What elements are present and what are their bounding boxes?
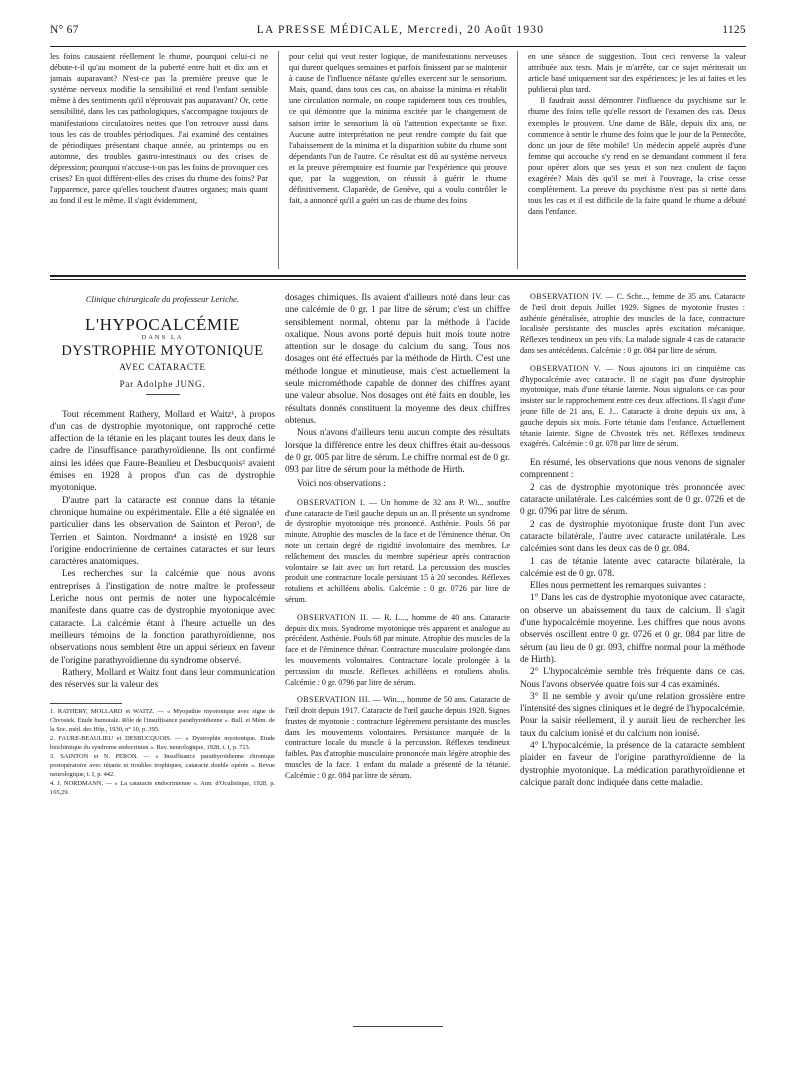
observation-text: — C. Schr..., femme de 35 ans. Cataracte de l'œil droit depuis Juillet 1929. Signes de myotonie frustes : asthénie généralisée, atrophie des muscles de la face, contracture localisée persistante des muscles après excitation mécanique. Réflexes tendineux un peu vifs. La malade signale 4 cas de cataracte dans ses antécédents. Calcémie : 0 gr. 084 par litre de sérum. — [520, 292, 745, 355]
section-rule — [50, 275, 746, 280]
author-line: Par Adolphe JUNG. — [119, 379, 206, 390]
running-head — [50, 24, 746, 42]
paragraph: les foins causaient réellement le rhume, pourquoi celui-ci ne débute-t-il qu'au moment de la puberté entre huit et dix ans et jamais auparavant? N'est-ce pas la première preuve que le système nerveux modifie la sensibilité et rend l'enfant sensible même à des sentiments qu'il n'éprouvait pas auparavant? Or, cette sensibilité, dans les cas pathologiques, s'accompagne toujours de manifestations circulatoires nettes que l'on retrouve aussi dans tous les cas de troubles périodiques. J'ai examiné des centaines de périodiques présentant chaque année, au printemps ou en automne, des troubles gastro-intestinaux ou des crises de dépression; pourquoi n'accuse-t-on pas les foins de provoquer ces crises? En quoi diffèrent-elles des crises du rhume des foins? Par l'apparence, parce qu'elles touchent d'autres organes; mais quant au fond il est le même. Il s'agit évidemment, — [50, 52, 268, 206]
paragraph: 3° Il ne semble y avoir qu'une relation grossière entre l'intensité des signes cliniques et le degré de l'hypocalcémie. Pour la saisir réellement, il y aurait lieu de rechercher les taux du calcium ionisé et du calcium non ionisé. — [520, 691, 745, 739]
observation-4 — [520, 292, 745, 357]
paragraph: Rathery, Mollard et Waitz font dans leur communication des réserves sur la valeur des — [50, 667, 275, 691]
article-title-connector: DANS LA — [141, 334, 184, 342]
top-column-1 — [50, 51, 268, 269]
top-column-2 — [289, 51, 507, 269]
paragraph: 2 cas de dystrophie myotonique très prononcée avec cataracte unilatérale. Les calcémies sont de 0 gr. 0726 et de 0 gr. 0796 par litre de sérum. — [520, 482, 745, 518]
paragraph: 2° L'hypocalcémie semble très fréquente dans ce cas. Nous l'avons observée quatre fois sur 4 cas examinés. — [520, 667, 745, 690]
article-column-2 — [285, 292, 510, 1012]
column-divider — [278, 51, 279, 269]
issue-number: N° 67 — [50, 24, 79, 36]
paragraph: Il faudrait aussi démontrer l'influence du psychisme sur le rhume des foins telle qu'elle ressort de l'examen des cas. Deux exemples le prouvent. Une dame de Bâle, depuis dix ans, ne commence à sentir le rhume des foins que le jour de la Pentecôte, donc un jour de fête mobile! Un médecin appelé auprès d'une femme qui accouche s'y rend en se demandant comment il fera pour opérer alors que ses yeux et son nez coulent de façon exagérée? Mais dès qu'il se met à l'ouvrage, la crise cesse complètement. La preuve du psychisme n'est pas si nette dans tous les cas et il est difficile de la faire quand le rhume a débuté dans l'enfance. — [528, 96, 746, 217]
column-divider — [517, 51, 518, 269]
paragraph: Tout récemment Rathery, Mollard et Waitz¹, à propos d'un cas de dystrophie myotonique, ont rapproché cette affection de la tétanie en les plaçant toutes les deux dans le cadre de l'insuffisance parathyroïdienne. Ils ont confirmé ainsi les idées que Faure-Beaulieu et Desbucquois² avaient émises en 1928 à propos d'un cas de dystrophie myotonique. — [50, 409, 275, 494]
clinic-line: Clinique chirurgicale du professeur Leriche. — [85, 294, 240, 304]
observation-text: — Win..., homme de 50 ans. Cataracte de l'œil droit depuis 1917. Cataracte de l'œil gauche depuis 1928. Signes frustes de myotonie : contracture légèrement persistante des muscles dans les mouvements volontaires. Persistance marquée de la contracture locale du muscle à la percussion. Réflexes tendineux faibles. Pas d'atrophie musculaire prononcée mais légère atrophie des muscles de la face. 1 enfant du malade a présenté de la tétanie. Calcémie : 0 gr. 084 par litre de sérum. — [285, 695, 510, 780]
observation-2 — [285, 613, 510, 689]
observation-text: — R. L..., homme de 40 ans. Cataracte depuis dix mois. Syndrome myotonique très apparent et analogue au précédent. Asthénie. Pouls 68 par minute. Atrophie des muscles de la face et de l'éminence thénar. Contracture musculaire prolongée dans les mouvements volontaires. Contracture locale prolongée à la percussion du muscle. Réflexes achilléens et rotuliens abolis. Calcémie : 0 gr. 0796 par litre de sérum. — [285, 612, 510, 687]
observation-1 — [285, 498, 510, 606]
paragraph: D'autre part la cataracte est connue dans la tétanie chronique humaine ou expérimentale. Elle a été signalée en particulier dans les observation de Sainton et Peron³, de Terrien et Sainton. Nordmann⁴ a insisté en 1928 sur l'origine endocrinienne de certaines cataractes et sur leurs caractères anatomiques. — [50, 495, 275, 568]
title-rule — [146, 394, 180, 395]
paragraph: en une séance de suggestion. Tout ceci renverse la valeur attribuée aux tests. Mais je m'arrête, car ce sujet mériterait un article basé uniquement sur des expériences; je les ai faites et les publierai plus tard. — [528, 52, 746, 95]
article-column-1 — [50, 292, 275, 1012]
paragraph: Nous n'avons d'ailleurs tenu aucun compte des résultats lorsque la différence entre les deux chiffres était au-dessous de 0 gr. 005 par litre de sérum. Le chiffre normal est de 0 gr. 093 par litre de sérum pour la méthode de Hirth. — [285, 428, 510, 476]
header-rule — [50, 46, 746, 47]
article — [50, 292, 746, 1012]
paragraph: 1° Dans les cas de dystrophie myotonique avec cataracte, on observe un abaissement du taux de calcium. Il s'agit d'une hypocalcémie moyenne. Les chiffres que nous avons observés oscillent entre 0 gr. 0726 et 0 gr. 084 par litre de sérum (au lieu de 0 gr. 093, chiffre normal pour la méthode de Hirth). — [520, 593, 745, 665]
top-column-3 — [528, 51, 746, 269]
observation-text: — Un homme de 32 ans P. Wi... souffre d'une cataracte de l'œil gauche depuis un an. Il présente un syndrome de dystrophie myotonique très prononcé. Asthénie. Pouls 56 par minute. Atrophie des muscles de la face et de l'éminence thénar. On note un certain degré de rigidité involontaire des membres. Le relâchement des muscles du membre supérieur après contraction volontaire se fait avec un fort retard. La percussion des muscles produit une contracture locale persistant 15 à 20 secondes. Réflexes rotuliens et achilléens abolis. Calcémie : 0 gr. 0726 par litre de sérum. — [285, 497, 510, 604]
paragraph: dosages chimiques. Ils avaient d'ailleurs noté dans leur cas une calcémie de 0 gr. 1 par litre de sérum; c'est un chiffre sensiblement normal, obtenu par la méthode à l'acide oxalique. Nous avons porté depuis huit mois toute notre attention sur le dosage du calcium du sang. Tous nos dosages ont été effectués par la méthode de Hirth. C'est une méthode longue et minutieuse, mais c'est actuellement la seule microméthode capable de donner des chiffres ayant une valeur absolue. Nos dosages ont été faits en double, les résultats donnés constituent la moyenne des deux chiffres obtenus. — [285, 293, 510, 426]
observation-label: OBSERVATION IV. — [530, 292, 603, 301]
paragraph: Elles nous permettent les remarques suivantes : — [530, 581, 707, 592]
footnote: 2. FAURE-BEAULIEU et DESBUCQUOIS. — « Dystrophie myotonique. Etude biochimique du syndrome endocrinien ». Rev. neurologique, 1928, t. I, p. 713. — [50, 735, 275, 751]
paragraph: pour celui qui veut rester logique, de manifestations nerveuses qui durent quelques semaines et parfois finissent par se maintenir à cause de l'influence néfaste qu'elles exercent sur le sensorium. Mais, quand, dans tous ces cas, on abaisse la minima et rétablit une circulation normale, on coupe rapidement tous ces troubles, ce qui démontre que la minima excitée par le changement de saison irrite le sensorium là où l'attention expectante se fixe. Aucune autre interprétation ne peut rendre compte du fait que l'abaissement de la minima et la disparition subite du rhume sont dépendants l'un de l'autre. Ce résultat est dû au système nerveux et la preuve péremptoire est fournie par l'expérience qui prouve que, par la suggestion, on réussit à guérir le rhume définitivement. Claparède, de Genève, qui a voulu contrôler le fait, a annoncé qu'il a guéri un cas de rhume des foins — [289, 52, 507, 206]
paragraph: Les recherches sur la calcémie que nous avons entreprises à l'instigation de notre maître le professeur Leriche nous ont permis de noter une hypocalcémie manifeste dans quatre cas de dystrophie myotonique avec cataracte. La calcémie étant à l'heure actuelle un des meilleurs témoins de la fonction parathyroïdienne, nos observations nous semblent être un appui sérieux en faveur de l'origine parathyroïdienne du syndrome observé. — [50, 569, 275, 666]
page-number: 1125 — [722, 24, 746, 36]
observation-3 — [285, 695, 510, 781]
paragraph: Voici nos observations : — [297, 479, 386, 490]
article-subtitle: DYSTROPHIE MYOTONIQUE — [61, 343, 264, 360]
footnote: 1. RATHERY, MOLLARD et WAITZ. — « Myopathie myotonique avec signe de Chvostek. Etude humorale. Rôle de l'insuffisance parathyroïdienne ». Bull. et Mém. de la Soc. méd. des Hôp., 1930, n° 10, p. 395. — [50, 708, 275, 733]
observation-5 — [520, 364, 745, 450]
paragraph: 1 cas de tétanie latente avec cataracte bilatérale, la calcémie est de 0 gr. 078. — [520, 556, 745, 579]
article-column-3 — [520, 292, 745, 1012]
journal-page — [50, 24, 746, 1064]
article-title: L'HYPOCALCÉMIE — [84, 315, 241, 335]
top-continuation — [50, 51, 746, 269]
paragraph: 4° L'hypocalcémie, la présence de la cataracte semblent plaider en faveur de l'origine parathyroïdienne de la dystrophie myotonique. La médication parathyroïdienne et calcique paraît donc indiquée dans cette maladie. — [520, 740, 745, 788]
observation-text: — Nous ajoutons ici un cinquième cas d'hypocalcémie avec cataracte. Il ne s'agit pas d'une dystrophie myotonique, mais d'une tétanie latente. Nous signalons ce cas pour insister sur le rapprochement entre ces deux affections. Il s'agit d'une jeune fille de 21 ans, E. J... Cataracte à droite depuis six ans, à gauche depuis six mois. Forte tétanie dans l'enfance. Actuellement tétanie latente. Signe de Chvostek très net. Réflexes tendineux exagérés. Calcémie : 0 gr. 078 par litre de sérum. — [520, 363, 745, 449]
observation-label: OBSERVATION V. — [530, 363, 602, 373]
paragraph: 2 cas de dystrophie myotonique fruste dont l'un avec cataracte bilatérale, l'autre avec cataracte unilatérale. Les calcémies sont dans les deux cas de 0 gr. 084. — [520, 519, 745, 555]
observation-label: OBSERVATION II. — [297, 612, 369, 622]
paragraph: En résumé, les observations que nous venons de signaler comprennent : — [520, 458, 745, 481]
footnote-rule — [50, 703, 122, 704]
article-end-rule — [353, 1026, 443, 1027]
observation-label: OBSERVATION I. — [297, 497, 366, 507]
footnote: 3. SAINTON et N. PERON. — « Insuffisance parathyroïdienne chronique postopératoire avec tétanie et troubles trophiques, cataracte double opérée ». Revue neurologique, t. I, p. 442. — [50, 753, 275, 778]
footnote: 4. J. NORDMANN. — « La cataracte endocrinienne ». Ann. d'Oculistique, 1928, p. 165,29. — [50, 780, 275, 796]
journal-title: LA PRESSE MÉDICALE, Mercredi, 20 Août 1930 — [256, 24, 545, 36]
observation-label: OBSERVATION III. — [297, 695, 371, 705]
article-subtitle-2: AVEC CATARACTE — [119, 362, 206, 373]
